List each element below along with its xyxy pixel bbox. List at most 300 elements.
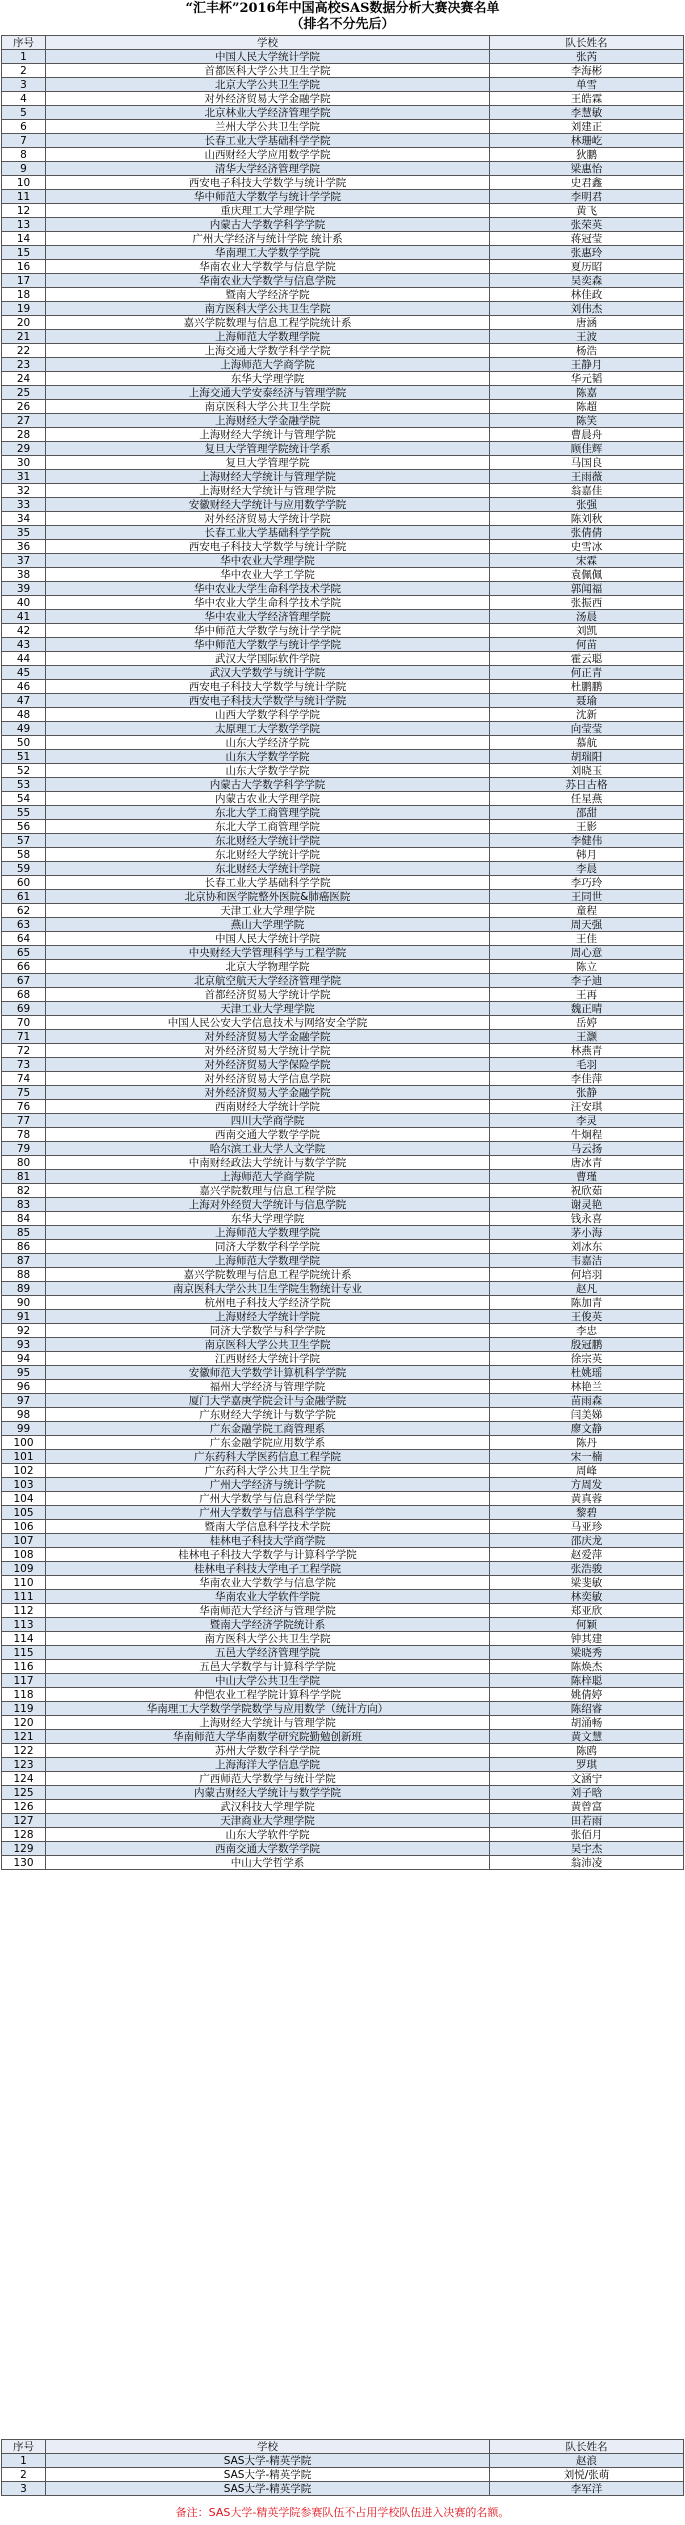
cell-leader: 李军洋	[490, 2482, 684, 2496]
table-row	[2, 428, 684, 442]
cell-leader: 何颖	[490, 1618, 684, 1632]
cell-school: 华中农业大学工学院	[46, 568, 490, 582]
cell-school: 嘉兴学院数理与信息工程学院统计系	[46, 316, 490, 330]
cell-leader: 史雪冰	[490, 540, 684, 554]
cell-leader: 刘凯	[490, 624, 684, 638]
cell-school: 上海海洋大学信息学院	[46, 1758, 490, 1772]
cell-school: 西安电子科技大学数学与统计学院	[46, 176, 490, 190]
cell-school: 上海财经大学统计与管理学院	[46, 428, 490, 442]
cell-no: 87	[2, 1254, 46, 1268]
cell-school: 上海师范大学数理学院	[46, 1254, 490, 1268]
table-row	[2, 596, 684, 610]
cell-no: 62	[2, 904, 46, 918]
cell-leader: 陈鸥	[490, 1744, 684, 1758]
cell-leader: 梁晓秀	[490, 1646, 684, 1660]
table-row	[2, 540, 684, 554]
table-row	[2, 400, 684, 414]
table-row	[2, 246, 684, 260]
table-row	[2, 1310, 684, 1324]
cell-no: 52	[2, 764, 46, 778]
cell-leader: 梁惠怡	[490, 162, 684, 176]
cell-leader: 吴奕森	[490, 274, 684, 288]
table-row	[2, 876, 684, 890]
cell-no: 75	[2, 1086, 46, 1100]
cell-no: 115	[2, 1646, 46, 1660]
cell-school: 上海对外经贸大学统计与信息学院	[46, 1198, 490, 1212]
cell-no: 9	[2, 162, 46, 176]
cell-school: 复旦大学管理学院统计学系	[46, 442, 490, 456]
cell-school: 东北财经大学统计学院	[46, 834, 490, 848]
table-row	[2, 890, 684, 904]
cell-school: 上海师范大学数理学院	[46, 1226, 490, 1240]
cell-school: 华南农业大学数学与信息学院	[46, 1576, 490, 1590]
table-row	[2, 176, 684, 190]
table-header	[2, 36, 684, 50]
cell-school: 山东大学数学学院	[46, 750, 490, 764]
table-row	[2, 1632, 684, 1646]
cell-school: 东华大学理学院	[46, 1212, 490, 1226]
cell-no: 74	[2, 1072, 46, 1086]
cell-leader: 狄鹏	[490, 148, 684, 162]
cell-school: 复旦大学管理学院	[46, 456, 490, 470]
cell-leader: 陈焕杰	[490, 1660, 684, 1674]
cell-school: 山东大学软件学院	[46, 1828, 490, 1842]
cell-leader: 张佰月	[490, 1828, 684, 1842]
cell-no: 56	[2, 820, 46, 834]
cell-school: 上海财经大学统计与管理学院	[46, 1716, 490, 1730]
cell-no: 17	[2, 274, 46, 288]
cell-leader: 赵浪	[490, 2454, 684, 2468]
cell-school: 清华大学经济管理学院	[46, 162, 490, 176]
table-row	[2, 232, 684, 246]
table-row	[2, 358, 684, 372]
cell-no: 3	[2, 78, 46, 92]
cell-no: 72	[2, 1044, 46, 1058]
cell-leader: 牛炯程	[490, 1128, 684, 1142]
cell-leader: 姚倩婷	[490, 1688, 684, 1702]
cell-school: 对外经济贸易大学信息学院	[46, 1072, 490, 1086]
cell-school: 山西大学数学科学学院	[46, 708, 490, 722]
cell-no: 83	[2, 1198, 46, 1212]
cell-school: 安徽师范大学数学计算机科学学院	[46, 1366, 490, 1380]
cell-school: 杭州电子科技大学经济学院	[46, 1296, 490, 1310]
table-row	[2, 1240, 684, 1254]
cell-school: 上海财经大学金融学院	[46, 414, 490, 428]
cell-no: 8	[2, 148, 46, 162]
cell-leader: 李海彬	[490, 64, 684, 78]
cell-leader: 慕航	[490, 736, 684, 750]
header-leader: 队长姓名	[490, 36, 684, 50]
cell-no: 71	[2, 1030, 46, 1044]
table-row	[2, 1058, 684, 1072]
cell-school: 华中农业大学经济管理学院	[46, 610, 490, 624]
cell-leader: 李晨	[490, 862, 684, 876]
cell-school: 嘉兴学院数理与信息工程学院统计系	[46, 1268, 490, 1282]
cell-leader: 曹晨舟	[490, 428, 684, 442]
table-row	[2, 694, 684, 708]
cell-leader: 陈丹	[490, 1436, 684, 1450]
table-row	[2, 1408, 684, 1422]
table-row	[2, 582, 684, 596]
table-row	[2, 1436, 684, 1450]
table-row	[2, 904, 684, 918]
cell-leader: 黄飞	[490, 204, 684, 218]
cell-leader: 王俊英	[490, 1310, 684, 1324]
cell-no: 50	[2, 736, 46, 750]
cell-no: 103	[2, 1478, 46, 1492]
cell-school: 华中师范大学数学与统计学学院	[46, 190, 490, 204]
table-row	[2, 1352, 684, 1366]
table-row	[2, 1044, 684, 1058]
table-row	[2, 92, 684, 106]
cell-school: 西南交通大学数学学院	[46, 1128, 490, 1142]
cell-leader: 聂瑜	[490, 694, 684, 708]
cell-no: 13	[2, 218, 46, 232]
table-row	[2, 862, 684, 876]
cell-no: 124	[2, 1772, 46, 1786]
cell-no: 43	[2, 638, 46, 652]
cell-no: 114	[2, 1632, 46, 1646]
cell-leader: 钟其建	[490, 1632, 684, 1646]
cell-no: 108	[2, 1548, 46, 1562]
cell-school: 福州大学经济与管理学院	[46, 1380, 490, 1394]
table-row	[2, 736, 684, 750]
table-row	[2, 1296, 684, 1310]
cell-school: 华南农业大学数学与信息学院	[46, 260, 490, 274]
cell-leader: 李巧玲	[490, 876, 684, 890]
cell-no: 92	[2, 1324, 46, 1338]
table-row	[2, 1282, 684, 1296]
cell-no: 42	[2, 624, 46, 638]
table-row	[2, 1142, 684, 1156]
cell-no: 101	[2, 1450, 46, 1464]
cell-school: 苏州大学数学科学学院	[46, 1744, 490, 1758]
cell-leader: 廖文静	[490, 1422, 684, 1436]
table-row	[2, 1394, 684, 1408]
cell-no: 65	[2, 946, 46, 960]
cell-leader: 陈笑	[490, 414, 684, 428]
table-row	[2, 1702, 684, 1716]
cell-school: 西南交通大学数学学院	[46, 1842, 490, 1856]
cell-leader: 谢灵艳	[490, 1198, 684, 1212]
cell-school: 北京协和医学院整外医院&肺癌医院	[46, 890, 490, 904]
cell-school: 山东大学数学学院	[46, 764, 490, 778]
table-row	[2, 260, 684, 274]
cell-school: 上海财经大学统计学院	[46, 1310, 490, 1324]
cell-no: 70	[2, 1016, 46, 1030]
cell-leader: 华元韬	[490, 372, 684, 386]
cell-no: 112	[2, 1604, 46, 1618]
table-row	[2, 1856, 684, 1870]
cell-no: 22	[2, 344, 46, 358]
table-row	[2, 1030, 684, 1044]
cell-school: 华中农业大学理学院	[46, 554, 490, 568]
cell-no: 18	[2, 288, 46, 302]
cell-school: 四川大学商学院	[46, 1114, 490, 1128]
table-row	[2, 218, 684, 232]
cell-school: 广东财经大学统计与数学学院	[46, 1408, 490, 1422]
cell-leader: 邵庆龙	[490, 1534, 684, 1548]
sas-table-header	[2, 2440, 684, 2454]
cell-leader: 李佳萍	[490, 1072, 684, 1086]
cell-leader: 王灏	[490, 1030, 684, 1044]
cell-school: 广东药科大学医药信息工程学院	[46, 1450, 490, 1464]
cell-leader: 李忠	[490, 1324, 684, 1338]
header-school: 学校	[46, 36, 490, 50]
cell-school: 内蒙古大学数学科学学院	[46, 778, 490, 792]
table-row	[2, 316, 684, 330]
cell-school: 中国人民公安大学信息技术与网络安全学院	[46, 1016, 490, 1030]
cell-leader: 张振西	[490, 596, 684, 610]
sas-header-no: 序号	[2, 2440, 46, 2454]
cell-leader: 沈新	[490, 708, 684, 722]
cell-leader: 邵甜	[490, 806, 684, 820]
table-row	[2, 778, 684, 792]
cell-no: 31	[2, 470, 46, 484]
cell-school: 南京医科大学公共卫生学院	[46, 400, 490, 414]
cell-no: 58	[2, 848, 46, 862]
cell-no: 63	[2, 918, 46, 932]
cell-school: 广东药科大学公共卫生学院	[46, 1464, 490, 1478]
table-row	[2, 190, 684, 204]
table-row	[2, 1464, 684, 1478]
table-row	[2, 1128, 684, 1142]
cell-school: 长春工业大学基础科学学院	[46, 876, 490, 890]
cell-leader: 黄文慧	[490, 1730, 684, 1744]
finalist-table	[1, 35, 684, 1870]
cell-no: 67	[2, 974, 46, 988]
table-row	[2, 50, 684, 64]
cell-leader: 刘晓玉	[490, 764, 684, 778]
cell-no: 34	[2, 512, 46, 526]
cell-school: 对外经济贸易大学金融学院	[46, 1086, 490, 1100]
table-row	[2, 498, 684, 512]
cell-no: 85	[2, 1226, 46, 1240]
cell-leader: 霍云聪	[490, 652, 684, 666]
table-row	[2, 1786, 684, 1800]
cell-no: 105	[2, 1506, 46, 1520]
note: 备注：SAS大学-精英学院参赛队伍不占用学校队伍进入决赛的名额。	[175, 2506, 510, 2519]
table-row	[2, 1590, 684, 1604]
cell-school: 南方医科大学公共卫生学院	[46, 1632, 490, 1646]
cell-leader: 陈梓聪	[490, 1674, 684, 1688]
cell-no: 86	[2, 1240, 46, 1254]
table-row	[2, 1688, 684, 1702]
cell-leader: 杨浩	[490, 344, 684, 358]
cell-leader: 祝欣茹	[490, 1184, 684, 1198]
cell-leader: 林佳政	[490, 288, 684, 302]
table-row	[2, 162, 684, 176]
cell-no: 28	[2, 428, 46, 442]
cell-no: 122	[2, 1744, 46, 1758]
cell-no: 110	[2, 1576, 46, 1590]
cell-no: 95	[2, 1366, 46, 1380]
cell-no: 93	[2, 1338, 46, 1352]
cell-no: 1	[2, 2454, 46, 2468]
table-row	[2, 1604, 684, 1618]
cell-school: 同济大学数学与科学学院	[46, 1324, 490, 1338]
cell-leader: 徐宗英	[490, 1352, 684, 1366]
table-row	[2, 1450, 684, 1464]
cell-school: SAS大学-精英学院	[46, 2482, 490, 2496]
cell-leader: 吴宇杰	[490, 1842, 684, 1856]
table-row	[2, 638, 684, 652]
cell-no: 121	[2, 1730, 46, 1744]
cell-no: 39	[2, 582, 46, 596]
table-row	[2, 386, 684, 400]
cell-no: 24	[2, 372, 46, 386]
table-row	[2, 848, 684, 862]
cell-no: 14	[2, 232, 46, 246]
cell-no: 59	[2, 862, 46, 876]
sas-header-leader: 队长姓名	[490, 2440, 684, 2454]
table-row	[2, 1016, 684, 1030]
cell-no: 10	[2, 176, 46, 190]
table-row	[2, 1562, 684, 1576]
cell-school: 东华大学理学院	[46, 372, 490, 386]
cell-no: 55	[2, 806, 46, 820]
cell-school: 对外经济贸易大学统计学院	[46, 1044, 490, 1058]
cell-school: 仲恺农业工程学院计算科学学院	[46, 1688, 490, 1702]
cell-leader: 郑亚欣	[490, 1604, 684, 1618]
table-row	[2, 1828, 684, 1842]
table-row	[2, 1814, 684, 1828]
cell-school: 华南农业大学数学与信息学院	[46, 274, 490, 288]
cell-leader: 殷冠鹏	[490, 1338, 684, 1352]
cell-no: 78	[2, 1128, 46, 1142]
cell-school: 广西师范大学数学与统计学院	[46, 1772, 490, 1786]
cell-leader: 童程	[490, 904, 684, 918]
cell-no: 91	[2, 1310, 46, 1324]
table-row	[2, 820, 684, 834]
cell-leader: 黄真蓉	[490, 1492, 684, 1506]
table-row	[2, 1548, 684, 1562]
cell-no: 111	[2, 1590, 46, 1604]
cell-no: 89	[2, 1282, 46, 1296]
cell-leader: 袁佩佩	[490, 568, 684, 582]
cell-no: 113	[2, 1618, 46, 1632]
cell-no: 123	[2, 1758, 46, 1772]
cell-leader: 马国良	[490, 456, 684, 470]
cell-no: 23	[2, 358, 46, 372]
table-row	[2, 274, 684, 288]
cell-school: 中山大学公共卫生学院	[46, 1674, 490, 1688]
cell-no: 126	[2, 1800, 46, 1814]
table-row	[2, 568, 684, 582]
cell-school: 南方医科大学公共卫生学院	[46, 302, 490, 316]
cell-leader: 周心意	[490, 946, 684, 960]
cell-school: 北京航空航天大学经济管理学院	[46, 974, 490, 988]
table-row	[2, 1534, 684, 1548]
cell-no: 77	[2, 1114, 46, 1128]
cell-school: 东北财经大学统计学院	[46, 848, 490, 862]
cell-no: 88	[2, 1268, 46, 1282]
cell-no: 49	[2, 722, 46, 736]
table-row	[2, 288, 684, 302]
cell-school: 上海师范大学商学院	[46, 1170, 490, 1184]
sas-table-row	[2, 2454, 684, 2468]
cell-school: 哈尔滨工业大学人文学院	[46, 1142, 490, 1156]
cell-leader: 郭闻福	[490, 582, 684, 596]
cell-no: 69	[2, 1002, 46, 1016]
cell-school: 嘉兴学院数理与信息工程学院	[46, 1184, 490, 1198]
table-row	[2, 1478, 684, 1492]
cell-leader: 陈超	[490, 400, 684, 414]
cell-leader: 陈加青	[490, 1296, 684, 1310]
table-row	[2, 1618, 684, 1632]
cell-no: 120	[2, 1716, 46, 1730]
table-row	[2, 988, 684, 1002]
table-row	[2, 1198, 684, 1212]
cell-no: 61	[2, 890, 46, 904]
cell-school: 首都医科大学公共卫生学院	[46, 64, 490, 78]
title-line-2: （排名不分先后）	[290, 17, 395, 32]
cell-no: 7	[2, 134, 46, 148]
cell-leader: 胡涌畅	[490, 1716, 684, 1730]
cell-leader: 茅小海	[490, 1226, 684, 1240]
cell-leader: 宋一楠	[490, 1450, 684, 1464]
cell-no: 25	[2, 386, 46, 400]
cell-school: 广东金融学院应用数学系	[46, 1436, 490, 1450]
cell-no: 26	[2, 400, 46, 414]
table-row	[2, 1520, 684, 1534]
cell-leader: 黎碧	[490, 1506, 684, 1520]
cell-no: 29	[2, 442, 46, 456]
table-row	[2, 1758, 684, 1772]
cell-school: 重庆理工大学理学院	[46, 204, 490, 218]
cell-school: 上海财经大学统计与管理学院	[46, 484, 490, 498]
cell-school: 内蒙古大学数学科学学院	[46, 218, 490, 232]
cell-no: 30	[2, 456, 46, 470]
table-row	[2, 1170, 684, 1184]
table-row	[2, 148, 684, 162]
table-row	[2, 204, 684, 218]
cell-school: 东北财经大学统计学院	[46, 862, 490, 876]
cell-leader: 李明君	[490, 190, 684, 204]
table-row	[2, 456, 684, 470]
cell-school: 广州大学经济与统计学院	[46, 1478, 490, 1492]
cell-school: 五邑大学经济管理学院	[46, 1646, 490, 1660]
cell-leader: 刘悦/张萌	[490, 2468, 684, 2482]
cell-no: 38	[2, 568, 46, 582]
cell-school: 同济大学数学科学学院	[46, 1240, 490, 1254]
table-row	[2, 750, 684, 764]
cell-leader: 单雪	[490, 78, 684, 92]
cell-leader: 宋霖	[490, 554, 684, 568]
cell-no: 32	[2, 484, 46, 498]
cell-leader: 周天强	[490, 918, 684, 932]
cell-leader: 王佳	[490, 932, 684, 946]
cell-no: 3	[2, 2482, 46, 2496]
cell-no: 94	[2, 1352, 46, 1366]
table-row	[2, 1212, 684, 1226]
table-row	[2, 442, 684, 456]
cell-leader: 李子迪	[490, 974, 684, 988]
cell-no: 1	[2, 50, 46, 64]
cell-leader: 王波	[490, 330, 684, 344]
cell-school: 山西财经大学应用数学学院	[46, 148, 490, 162]
cell-school: 广东金融学院工商管理系	[46, 1422, 490, 1436]
cell-school: 厦门大学嘉庚学院会计与金融学院	[46, 1394, 490, 1408]
table-row	[2, 1086, 684, 1100]
cell-school: 华南师范大学经济与管理学院	[46, 1604, 490, 1618]
table-row	[2, 1744, 684, 1758]
cell-no: 37	[2, 554, 46, 568]
table-row	[2, 1674, 684, 1688]
cell-no: 20	[2, 316, 46, 330]
table-row	[2, 1268, 684, 1282]
cell-leader: 文涵宁	[490, 1772, 684, 1786]
